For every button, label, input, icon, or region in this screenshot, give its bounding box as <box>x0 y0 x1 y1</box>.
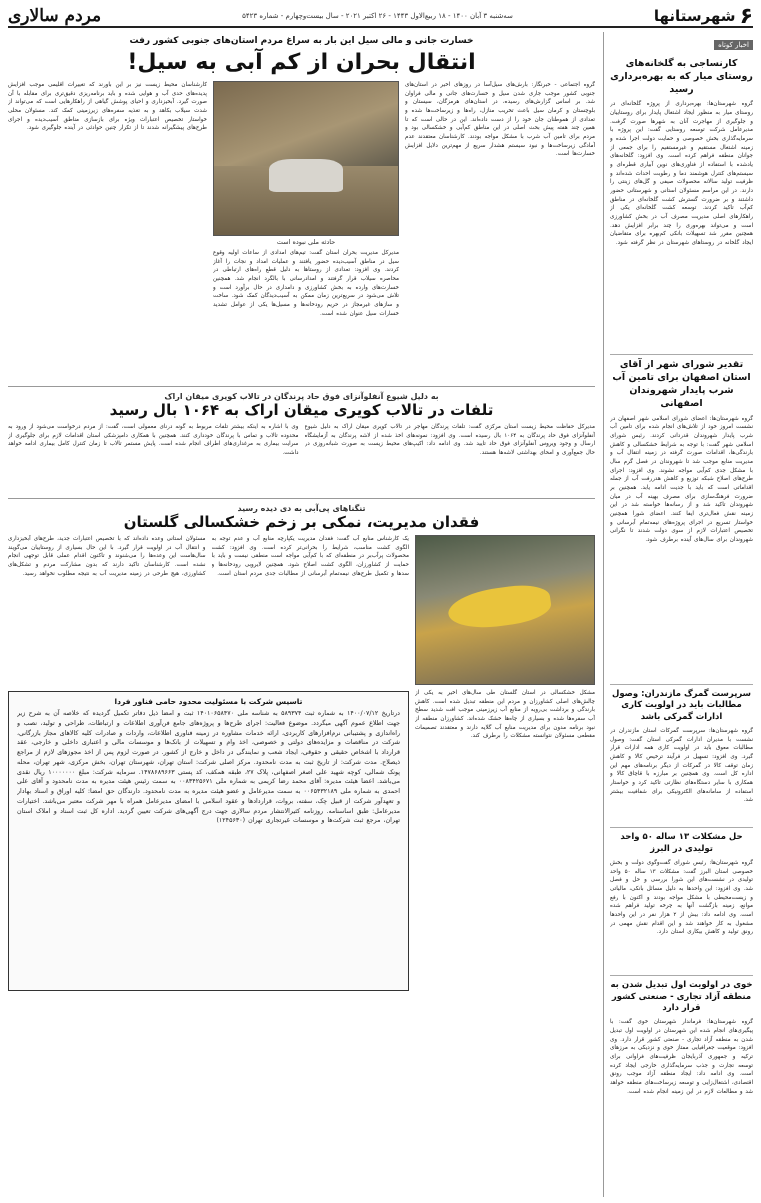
brief-item <box>610 832 753 971</box>
story-headline: فقدان مدیریت، نمکی بر زخم خشکسالی گلستان <box>123 513 480 531</box>
story-body: مدیرکل حفاظت محیط زیست استان مرکزی گفت: تلفات پرندگان مهاجر در تالاب کویری میقان اراک به دلیل شیوع آنفلوآنزای فوق حاد پرندگان به ۱۰۶۴ بال رسیده است. وی افزود: نمونه‌های اخذ شده از لاشه پرندگان به آزمایشگاه ارسال و وجود ویروس آنفلوآنزای فوق حاد تایید شد. وی ادامه داد: اکیپ‌های محیط زیست به صورت شبانه‌روزی در حال جمع‌آوری و امحای بهداشتی لاشه‌ها هستند. <box>304 424 595 456</box>
brief-body: گروه شهرستان‌ها: بهره‌برداری از پروژه گلخانه‌ای در روستای میار به منظور ایجاد اشتغال پایدار برای روستاییان و جلوگیری از مهاجرت آنان به شهرها صورت گرفت. مدیرعامل شرکت توسعه روستایی گفت: این پروژه با سرمایه‌گذاری بخش خصوصی و حمایت دولت اجرا شده و زمینه اشتغال مستقیم و غیرمستقیم را برای جمعی از جوانان منطقه فراهم کرده است. وی افزود: گلخانه‌های یادشده با استفاده از فناوری‌های نوین آبیاری قطره‌ای و سیستم‌های کنترل هوشمند دما و رطوبت احداث شده‌اند و ظرفیت تولید سالانه محصولات صیفی و گل‌های زینتی را دارند. در این مراسم مسئولان استانی و شهرستانی حضور داشتند و بر ضرورت گسترش کشت گلخانه‌ای در مناطق کم‌آب تاکید کردند. توسعه کشت گلخانه‌ای یکی از راهکارهای اصلی مدیریت مصرف آب در بخش کشاورزی است و می‌تواند بهره‌وری را چند برابر افزایش دهد. همچنین مقرر شد تسهیلات بانکی کم‌بهره برای متقاضیان ایجاد گلخانه در روستاهای شهرستان در نظر گرفته شود. <box>610 101 753 246</box>
story-headline: تلفات در تالاب کویری میقان اراک به ۱۰۶۴ بال رسید <box>109 401 494 419</box>
story-kicker: خسارت جانی و مالی سیل این بار به سراغ مردم استان‌های جنوبی کشور رفت <box>129 36 474 46</box>
story-kicker: تنگناهای پی‌آبی به دی دیده رسید <box>237 504 366 513</box>
brief-item <box>610 58 753 350</box>
brief-headline: کارنساجی به گلخانه‌های روستای میار که به بهره‌برداری رسید <box>610 58 753 95</box>
brief-body: گروه شهرستان‌ها: رئیس شورای گفت‌وگوی دولت و بخش خصوصی استان البرز گفت: مشکلات ۱۳ ساله ۵۰ واحد تولیدی در نشست‌های این شورا بررسی و حل و فصل شد. وی افزود: این واحدها به دلیل مسائل بانکی، مالیاتی و زیست‌محیطی با مشکل مواجه بودند و اکنون با رفع موانع، زمینه بازگشت آنها به چرخه تولید فراهم شده است. وی ادامه داد: بیش از ۲ هزار نفر در این واحدها مشغول به کار خواهند شد و این اقدام نقش مهمی در رونق تولید و کاهش بیکاری استان دارد. <box>610 860 753 936</box>
notice-body: درتاریخ ۱۴۰۰/۰۷/۱۲ به شماره ثبت ۵۸۹۳۷۴ به شناسه ملی ۱۴۰۱۰۶۵۸۴۷۰ ثبت و امضا ذیل دفاتر تکمیل گردیده که خلاصه آن به شرح زیر جهت اطلاع عموم آگهی میگردد. موضوع فعالیت: اجرای طرح‌ها و پروژه‌های جامع فن‌آوری اطلاعات و ارتباطات، طراحی و تولید، نصب و راه‌اندازی و پشتیبانی نرم‌افزارهای کاربردی، ارائه خدمات مشاوره در زمینه فناوری اطلاعات، واردات و صادرات کلیه کالاهای مجاز بازرگانی، شرکت در مناقصات و مزایده‌های دولتی و خصوصی، اخذ وام و تسهیلات از بانک‌ها و موسسات مالی و اعتباری داخلی و خارجی، عقد قرارداد با اشخاص حقیقی و حقوقی، ایجاد شعب و نمایندگی در داخل و خارج از کشور. در صورت لزوم پس از اخذ مجوزهای لازم از مراجع ذیصلاح. مدت شرکت: از تاریخ ثبت به مدت نامحدود. مرکز اصلی شرکت: استان تهران، شهرستان تهران، بخش مرکزی، شهر تهران، محله پونک شمالی، کوچه شهید علی اصغر اصفهانی، پلاک ۲۷، طبقه همکف، کد پستی ۱۴۷۸۶۸۹۶۶۳. سرمایه شرکت: مبلغ ۱۰۰۰۰۰۰۰ ریال نقدی می‌باشد. اعضا هیئت مدیره: آقای محمد رضا کریمی به شماره ملی ۰۰۸۳۴۲۵۶۷۱ به سمت رئیس هیئت مدیره به مدت نامحدود و آقای علی احمدی به شماره ملی ۰۰۶۵۴۳۲۱۸۹ به سمت مدیرعامل و عضو هیئت مدیره به مدت نامحدود. دارندگان حق امضا: کلیه اوراق و اسناد بهادار و تعهدآور شرکت از قبیل چک، سفته، بروات، قراردادها و عقود اسلامی با امضای مدیرعامل همراه با مهر شرکت معتبر می‌باشد. اختیارات مدیرعامل: طبق اساسنامه. روزنامه کثیرالانتشار مردم سالاری جهت درج آگهی‌های شرکت تعیین گردید. اداره کل ثبت اسناد و املاک استان تهران، مرجع ثبت شرکت‌ها و موسسات غیرتجاری تهران (۱۲۴۵۶۳۰) <box>17 710 400 825</box>
section-title: شهرستانها <box>653 7 736 25</box>
page-number: ۶ <box>739 3 753 29</box>
brief-body: گروه شهرستان‌ها: سرپرست گمرکات استان مازندران در نشست با مدیران ادارات گمرکی استان گفت: وصول مطالبات معوق باید در اولویت کاری همه ادارات قرار گیرد. وی افزود: تسهیل در فرآیند ترخیص کالا و کاهش زمان توقف کالا در گمرکات از دیگر برنامه‌های مهم این اداره کل است. وی همچنین بر مبارزه با قاچاق کالا و همکاری با سایر دستگاه‌های نظارتی تاکید کرد و خواستار استفاده از سامانه‌های الکترونیکی برای شفافیت بیشتر شد. <box>610 728 753 804</box>
drought-photo <box>415 535 595 685</box>
story-body: یک کارشناس منابع آب گفت: فقدان مدیریت یکپارچه منابع آب و عدم توجه به الگوی کشت مناسب، شرایط را بحرانی‌تر کرده است. وی افزود: کشت محصولات پرآب‌بر در منطقه‌ای که با کم‌آبی مواجه است منطقی نیست و باید با حمایت از کشاورزان، الگوی کشت اصلاح شود. همچنین لایروبی رودخانه‌ها و سدها و تکمیل طرح‌های نیمه‌تمام آبرسانی از مطالبات جدی مردم استان است. <box>211 536 409 577</box>
divider <box>610 827 753 828</box>
news-brief-column <box>603 32 753 1197</box>
yellow-sign-shape <box>446 581 554 633</box>
story-headline: انتقال بحران از کم آبی به سیل! <box>127 50 476 75</box>
brief-body: گروه شهرستان‌ها: اعضای شورای اسلامی شهر اصفهان در نشست امروز خود از تلاش‌های انجام شده برای تامین آب شرب پایدار شهروندان قدردانی کردند. رئیس شورای اسلامی شهر گفت: با توجه به شرایط خشکسالی و کاهش بارندگی‌ها، اقدامات صورت گرفته در زمینه انتقال آب و مدیریت منابع موجب شد تا شهروندان در فصل گرم سال با مشکل جدی کم‌آبی مواجه نشوند. وی افزود: اجرای طرح‌های اصلاح شبکه توزیع و کاهش هدررفت آب از جمله اقداماتی است که باید با جدیت ادامه یابد. همچنین بر ضرورت فرهنگ‌سازی برای مصرف بهینه آب در میان شهروندان تاکید شد و از رسانه‌ها خواسته شد در این زمینه نقش فعال‌تری ایفا کنند. اعضای شورا همچنین خواستار تسریع در اجرای پروژه‌های نیمه‌تمام آبرسانی و تخصیص اعتبارات لازم از سوی دولت شدند تا نگرانی شهروندان برای سال‌های آینده برطرف شود. <box>610 415 753 543</box>
lead-story <box>8 36 595 381</box>
submerged-car-shape <box>269 159 343 193</box>
date-line: سه‌شنبه ۳ آبان ۱۴۰۰ - ۱۸ ربیع‌الاول ۱۴۴۳ - ۲۶ اکتبر ۲۰۲۱ - سال بیست‌وچهارم - شماره ۵۴۲۳ <box>242 12 513 20</box>
newspaper-logo: مردم سالاری <box>8 6 102 26</box>
brief-item <box>610 980 753 1138</box>
main-content <box>8 32 595 1197</box>
story-body: گروه اجتماعی - خبرنگار: بارش‌های سیل‌آسا در روزهای اخیر در استان‌های جنوبی کشور موجب جاری شدن سیل و خسارت‌های جانی و مالی فراوان شد. بر اساس گزارش‌های رسیده، در استان‌های هرمزگان، سیستان و بلوچستان و کرمان سیل باعث تخریب منازل، راه‌ها و زیرساخت‌ها شده و تعدادی از هموطنان جان خود را از دست داده‌اند. این در حالی است که تا همین چند هفته پیش بحث اصلی در این مناطق کم‌آبی و خشکسالی بود و مردم برای تامین آب شرب با مشکل مواجه بودند. کارشناسان معتقدند عدم آمادگی زیرساخت‌ها و نبود سیستم هشدار سریع از مهم‌ترین دلایل افزایش خسارت‌ها است. <box>405 82 595 158</box>
brief-headline: خوی در اولویت اول تبدیل شدن به منطقه آزاد تجاری - صنعتی کشور قرار دارد <box>610 980 753 1013</box>
brief-body: گروه شهرستان‌ها: فرماندار شهرستان خوی گفت: با پیگیری‌های انجام شده این شهرستان در اولویت اول تبدیل شدن به منطقه آزاد تجاری - صنعتی کشور قرار دارد. وی افزود: موقعیت جغرافیایی ممتاز خوی و نزدیکی به مرزهای ترکیه و جمهوری آذربایجان ظرفیت‌های فراوانی برای توسعه تجارت و جذب سرمایه‌گذاری خارجی ایجاد کرده است. وی ادامه داد: ایجاد منطقه آزاد موجب رونق اقتصادی، اشتغال‌زایی و توسعه زیرساخت‌های منطقه خواهد شد و مطالعات لازم در این زمینه انجام شده است. <box>610 1019 753 1095</box>
notice-title: تاسیس شرکت با مسئولیت محدود حامی فناور فردا <box>114 697 303 706</box>
story-body: کارشناسان محیط زیست نیز بر این باورند که تغییرات اقلیمی موجب افزایش پدیده‌های حدی آب و هوایی شده و باید برنامه‌ریزی دقیق‌تری برای مقابله با آن صورت گیرد. آبخیزداری و احیای پوشش گیاهی از راهکارهایی است که می‌تواند از شدت سیلاب بکاهد و به تغذیه سفره‌های زیرزمینی کمک کند. مسئولان محلی خواستار تخصیص اعتبارات ویژه برای بازسازی مناطق آسیب‌دیده و اجرای طرح‌های پیشگیرانه شدند تا از تکرار چنین حوادثی در آینده جلوگیری شود. <box>8 82 207 132</box>
second-story <box>8 392 595 493</box>
masthead <box>8 3 753 29</box>
photo-caption: حادثه ملی نبوده است <box>276 238 336 246</box>
brief-headline: سرپرست گمرگ مازندران: وصول مطالبات باید در اولویت کاری ادارات گمرکی باشد <box>611 688 752 722</box>
section-tag: اخبار کوتاه <box>714 40 753 50</box>
divider <box>8 386 595 387</box>
divider <box>610 354 753 355</box>
divider <box>610 975 753 976</box>
brief-item <box>610 359 753 679</box>
registration-notice <box>8 691 409 991</box>
third-story <box>8 504 595 991</box>
story-body: مشکل خشکسالی در استان گلستان طی سال‌های اخیر به یکی از چالش‌های اصلی کشاورزان و مردم این منطقه تبدیل شده است. کاهش بارندگی و برداشت بی‌رویه از منابع آب زیرزمینی موجب افت شدید سطح آب سفره‌ها شده و بسیاری از چاه‌ها خشک شده‌اند. کشاورزان منطقه از نبود برنامه مدون برای مدیریت منابع آب گلایه دارند و معتقدند تصمیمات مقطعی مسئولان نتوانسته مشکلات را برطرف کند. <box>415 690 595 740</box>
brief-headline: تقدیر شورای شهر از آقای استان اصفهان برای تامین آب شرب پایدار شهروندان اصفهانی <box>612 359 751 409</box>
story-body: مسئولان استانی وعده داده‌اند که با تخصیص اعتبارات جدید، طرح‌های آبخیزداری و انتقال آب در اولویت قرار گیرد. با این حال بسیاری از روستاییان می‌گویند سال‌هاست این وعده‌ها را می‌شنوند و تاکنون اقدام عملی قابل توجهی انجام نشده است. کارشناسان تاکید دارند که بدون مشارکت مردم و تشکل‌های کشاورزی، هیچ طرحی در زمینه مدیریت آب به نتیجه مطلوب نخواهد رسید. <box>8 536 206 577</box>
brief-headline: حل مشکلات ۱۳ ساله ۵۰ واحد تولیدی در البرز <box>620 832 743 854</box>
divider <box>610 684 753 685</box>
story-body: وی با اشاره به اینکه بیشتر تلفات مربوط به گونه درنای معمولی است، گفت: از مردم درخواست می‌شود از ورود به محدوده تالاب و تماس با پرندگان خودداری کنند. همچنین با همکاری دامپزشکی استان اقدامات لازم برای جلوگیری از سرایت بیماری به مرغداری‌های اطراف انجام شده است. پایش مستمر تالاب تا زمان کنترل کامل بیماری ادامه خواهد داشت. <box>8 424 299 456</box>
brief-item <box>610 689 753 823</box>
story-body: مدیرکل مدیریت بحران استان گفت: تیم‌های امدادی از ساعات اولیه وقوع سیل در مناطق آسیب‌دیده حضور یافتند و عملیات امداد و نجات را آغاز کردند. وی افزود: تعدادی از روستاها به دلیل قطع راه‌های ارتباطی در محاصره سیلاب قرار گرفتند و امدادرسانی با بالگرد انجام شد. همچنین خسارت‌های وارده به بخش کشاورزی و دامداری در حال برآورد است و تلاش می‌شود در سریع‌ترین زمان ممکن به آسیب‌دیدگان کمک شود. ساخت و سازهای غیرمجاز در حریم رودخانه‌ها و مسیل‌ها یکی از عوامل تشدید خسارات سیل عنوان شده است. <box>213 250 399 317</box>
story-kicker: به دلیل شیوع آنفلوآنزای فوق حاد پرندگان در تالاب کویری میقان اراک <box>164 392 439 401</box>
divider <box>8 498 595 499</box>
page-section <box>654 4 753 29</box>
flood-photo <box>213 81 399 236</box>
